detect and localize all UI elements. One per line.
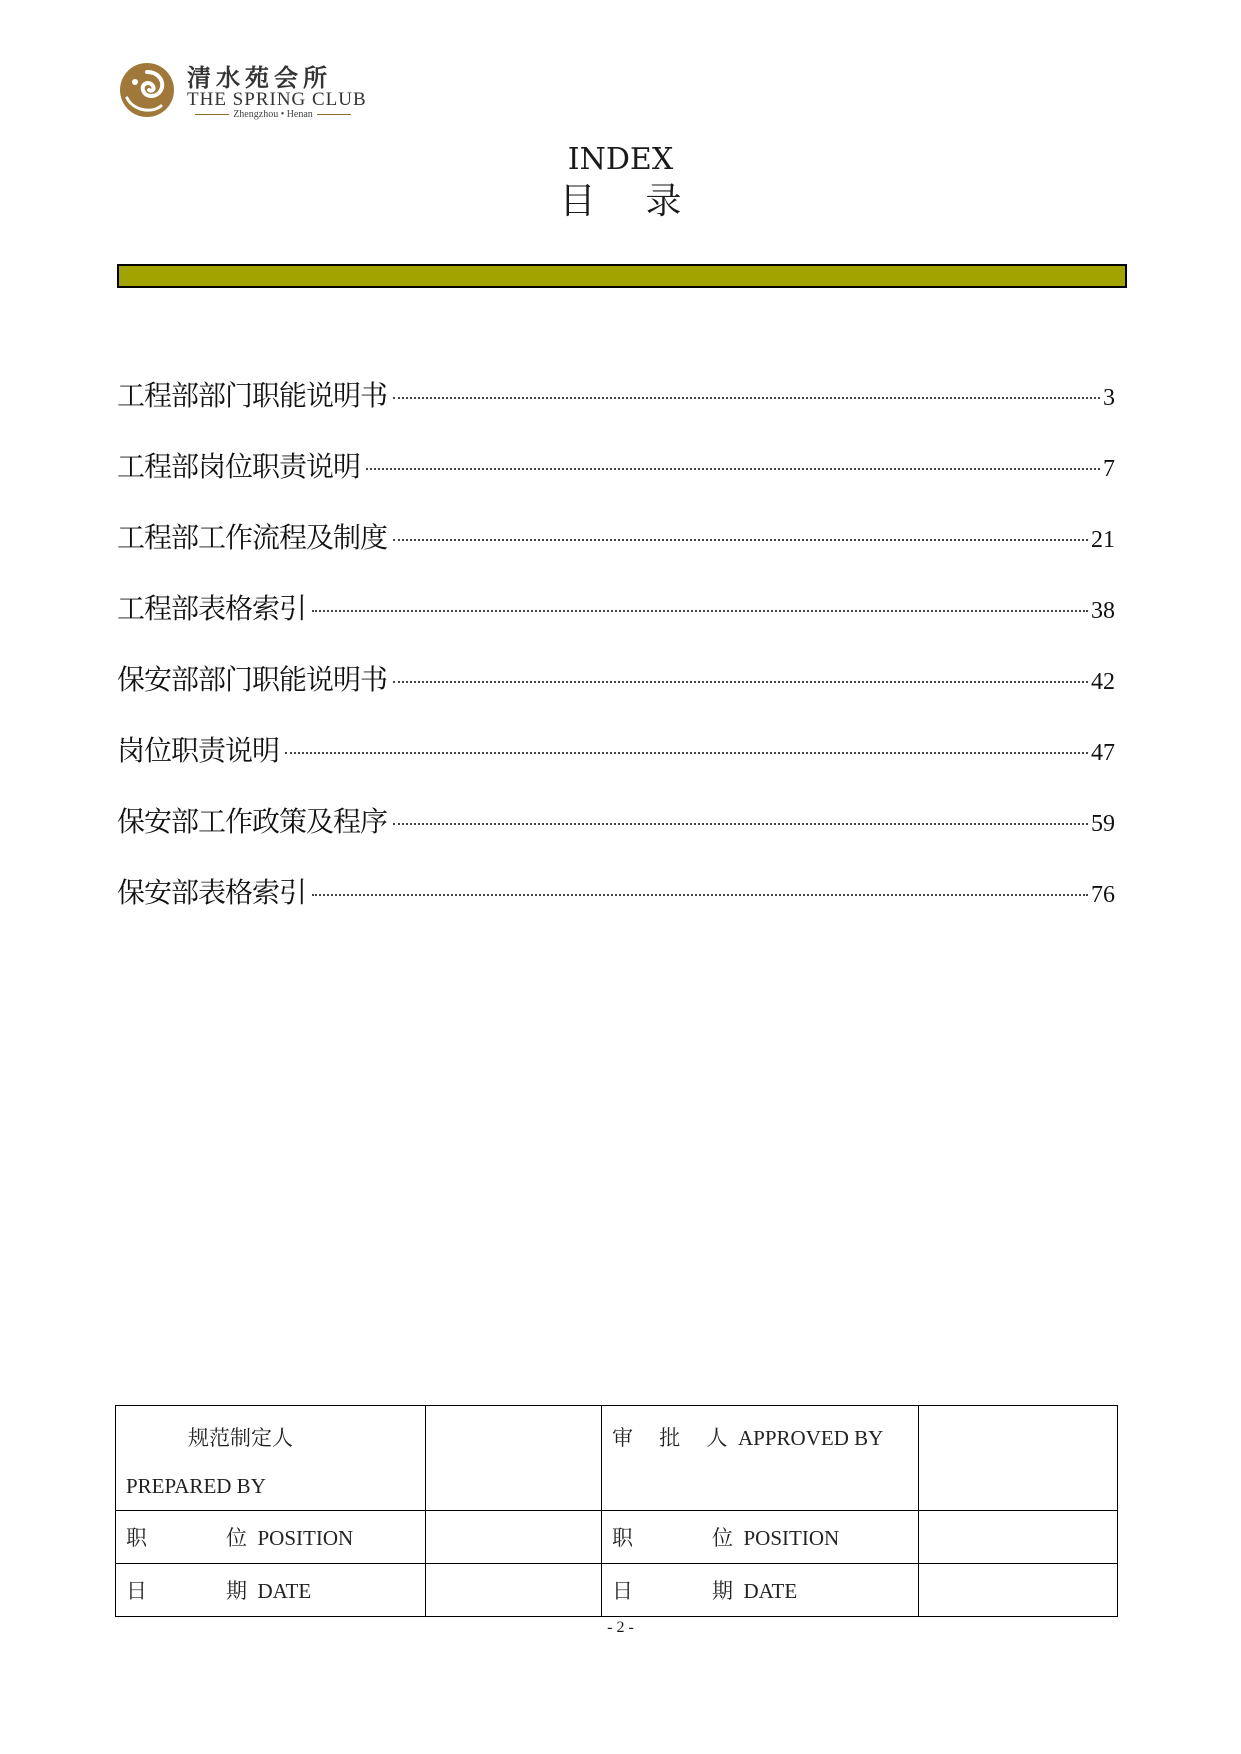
toc-entry-page: 3: [1103, 385, 1115, 411]
toc-entry-title: 保安部工作政策及程序: [117, 805, 388, 838]
toc-entry-title: 岗位职责说明: [117, 734, 280, 767]
page-title-en: INDEX: [567, 142, 674, 177]
toc-leader-dots: [312, 894, 1088, 896]
approved-by-value[interactable]: [919, 1406, 1118, 1511]
toc-entry-page: 47: [1091, 740, 1115, 766]
signoff-table: [115, 1405, 1118, 1617]
toc-entry-page: 76: [1091, 882, 1115, 908]
toc-leader-dots: [393, 397, 1100, 399]
page-title-cn: 目 录: [559, 181, 682, 222]
toc-entry[interactable]: [117, 729, 1115, 800]
toc-entry-page: 42: [1091, 669, 1115, 695]
toc-leader-dots: [393, 539, 1088, 541]
toc-entry-page: 59: [1091, 811, 1115, 837]
spiral-logo-icon: [117, 58, 177, 118]
toc-entry[interactable]: [117, 445, 1115, 516]
toc-leader-dots: [285, 752, 1088, 754]
toc-entry-title: 工程部表格索引: [117, 592, 307, 625]
title-divider-band: [117, 264, 1127, 288]
toc-entry[interactable]: [117, 374, 1115, 445]
table-of-contents: [117, 374, 1115, 942]
approved-position-value[interactable]: [919, 1511, 1118, 1564]
toc-entry[interactable]: [117, 658, 1115, 729]
prepared-date-value[interactable]: [426, 1564, 602, 1617]
prepared-position-label: 职 位 POSITION: [116, 1511, 426, 1564]
toc-leader-dots: [312, 610, 1088, 612]
brand-location: Zhengzhou • Henan: [187, 109, 359, 120]
toc-leader-dots: [366, 468, 1100, 470]
prepared-by-value[interactable]: [426, 1406, 602, 1511]
brand-logo: [117, 58, 367, 122]
page-number: - 2 -: [607, 1619, 634, 1636]
approved-date-label: 日 期 DATE: [602, 1564, 919, 1617]
approved-position-label: 职 位 POSITION: [602, 1511, 919, 1564]
prepared-date-label: 日 期 DATE: [116, 1564, 426, 1617]
toc-entry-page: 7: [1103, 456, 1115, 482]
toc-entry-title: 工程部部门职能说明书: [117, 379, 388, 412]
approved-date-value[interactable]: [919, 1564, 1118, 1617]
toc-entry-page: 21: [1091, 527, 1115, 553]
toc-leader-dots: [393, 823, 1088, 825]
prepared-by-label: 规范制定人 PREPARED BY: [116, 1406, 426, 1511]
brand-name-en: THE SPRING CLUB: [187, 89, 367, 110]
toc-entry[interactable]: [117, 587, 1115, 658]
toc-entry-title: 工程部工作流程及制度: [117, 521, 388, 554]
prepared-position-value[interactable]: [426, 1511, 602, 1564]
approved-by-label: 审 批 人 APPROVED BY: [602, 1406, 919, 1511]
brand-name-cn: 清水苑会所: [187, 63, 332, 92]
toc-entry-page: 38: [1091, 598, 1115, 624]
toc-entry-title: 保安部部门职能说明书: [117, 663, 388, 696]
toc-entry[interactable]: [117, 871, 1115, 942]
toc-entry[interactable]: [117, 800, 1115, 871]
toc-entry[interactable]: [117, 516, 1115, 587]
toc-entry-title: 工程部岗位职责说明: [117, 450, 361, 483]
toc-leader-dots: [393, 681, 1088, 683]
toc-entry-title: 保安部表格索引: [117, 876, 307, 909]
